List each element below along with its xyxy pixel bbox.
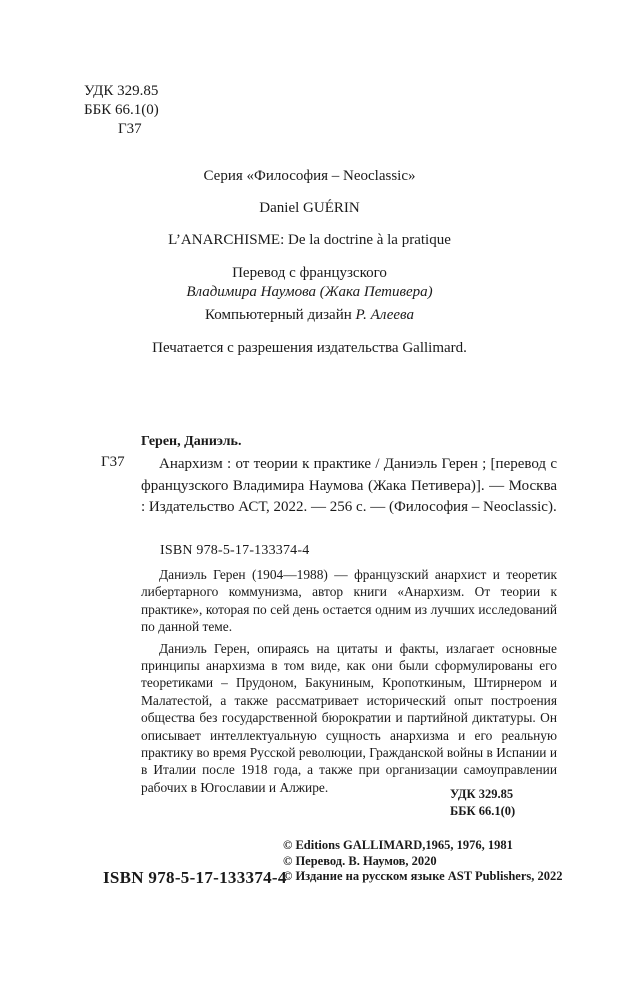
isbn-main: ISBN 978-5-17-133374-4 bbox=[103, 868, 287, 887]
design-credit bbox=[0, 307, 619, 324]
copyright-block bbox=[283, 838, 563, 885]
catalog-author-heading: Герен, Даниэль. bbox=[141, 434, 242, 449]
translation-label: Перевод с французского bbox=[232, 265, 387, 281]
original-author: Daniel GUÉRIN bbox=[259, 200, 360, 216]
udk-code: УДК 329.85 bbox=[84, 83, 159, 99]
design-label: Компьютерный дизайн bbox=[205, 307, 352, 323]
catalog-description: Анархизм : от теории к практике / Даниэль Герен ; [перевод с французского Владимира Наумова (Жака Петивера)]. — Москва : Издательство АСТ, 2022. — 256 с. — (Философия – Neoclassic). bbox=[141, 456, 557, 515]
bbk-code: ББК 66.1(0) bbox=[84, 102, 159, 118]
bbk-code-bottom: ББК 66.1(0) bbox=[450, 804, 516, 818]
classification-codes-bottom bbox=[400, 786, 557, 820]
catalog-isbn: ISBN 978-5-17-133374-4 bbox=[160, 543, 310, 558]
designer-name: Р. Алеева bbox=[355, 307, 414, 323]
copyright-line: © Editions GALLIMARD,1965, 1976, 1981 bbox=[283, 838, 513, 852]
abstract bbox=[141, 566, 557, 800]
original-title: L’ANARCHISME: De la doctrine à la pratique bbox=[168, 232, 451, 248]
translation-credit bbox=[0, 264, 619, 302]
catalog-code: Г37 bbox=[101, 454, 125, 470]
abstract-paragraph: Даниэль Герен (1904—1988) — французский анархист и теоретик либертарного коммунизма, автор книги «Анархизм. От теории к практике», которая по сей день остается одним из лучших исследований по данной теме. bbox=[141, 567, 557, 635]
translator-name: Владимира Наумова (Жака Петивера) bbox=[186, 284, 433, 300]
author-mark: Г37 bbox=[118, 121, 142, 137]
abstract-paragraph: Даниэль Герен, опираясь на цитаты и факты, излагает основные принципы анархизма в том виде, как они были сформулированы его теоретиками – Прудоном, Бакуниным, Кропоткиным, Штирнером и Малатестой, а также рассматривает исторический опыт построения общества без государственной бюрократии и партийной диктатуры. Он описывает интеллектуальную сущность анархизма и его реальную практику во время Русской революции, Гражданской войны в Испании и в Италии после 1918 года, а также при организации самоуправлении рабочих в Югославии и Алжире. bbox=[141, 640, 557, 795]
classification-codes-top bbox=[84, 82, 159, 139]
udk-code-bottom: УДК 329.85 bbox=[450, 787, 514, 801]
series-title: Серия «Философия – Neoclassic» bbox=[203, 168, 416, 184]
copyright-line: © Перевод. В. Наумов, 2020 bbox=[283, 853, 437, 868]
copyright-line: © Издание на русском языке AST Publishers, 2022 bbox=[283, 869, 563, 883]
permission-note: Печатается с разрешения издательства Gallimard. bbox=[152, 340, 467, 356]
